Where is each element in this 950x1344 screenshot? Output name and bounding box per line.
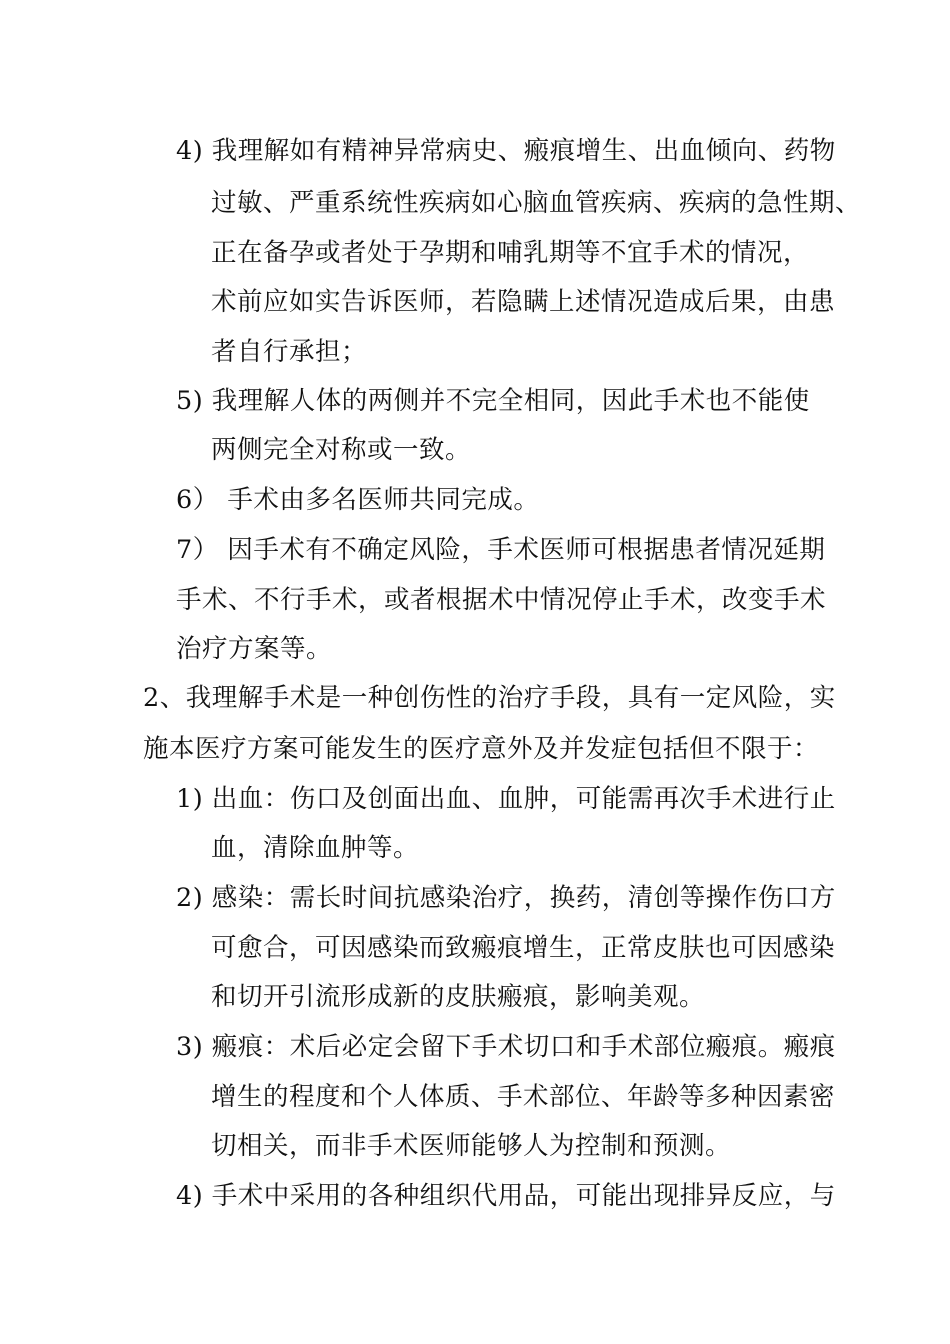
list-item-4-line-2: 过敏、严重系统性疾病如心脑血管疾病、疾病的急性期、 [211,188,862,218]
sub-item-3-line-2: 增生的程度和个人体质、手术部位、年龄等多种因素密 [211,1082,836,1112]
list-item-4-line-1: 4) 我理解如有精神异常病史、瘢痕增生、出血倾向、药物 [176,136,836,166]
list-item-4-line-3: 正在备孕或者处于孕期和哺乳期等不宜手术的情况， [211,238,810,268]
section-2-line-2: 施本医疗方案可能发生的医疗意外及并发症包括但不限于： [143,734,820,764]
list-item-5-line-2: 两侧完全对称或一致。 [211,435,472,465]
sub-item-2-line-3: 和切开引流形成新的皮肤瘢痕，影响美观。 [211,982,706,1012]
sub-item-3-line-3: 切相关，而非手术医师能够人为控制和预测。 [211,1131,732,1161]
list-item-7-line-2: 手术、不行手术，或者根据术中情况停止手术，改变手术 [176,585,827,615]
sub-item-1-line-2: 血，清除血肿等。 [211,833,420,863]
section-2-line-1: 2、我理解手术是一种创伤性的治疗手段，具有一定风险，实 [143,683,836,713]
sub-item-4-line-1: 4) 手术中采用的各种组织代用品，可能出现排异反应，与 [176,1181,836,1211]
sub-item-2-line-1: 2) 感染：需长时间抗感染治疗，换药，清创等操作伤口方 [176,883,836,913]
list-item-7-line-3: 治疗方案等。 [176,634,333,664]
list-item-6: 6） 手术由多名医师共同完成。 [176,485,540,515]
list-item-5-line-1: 5) 我理解人体的两侧并不完全相同，因此手术也不能使 [176,386,810,416]
list-item-4-line-5: 者自行承担； [211,337,368,367]
sub-item-1-line-1: 1) 出血：伤口及创面出血、血肿，可能需再次手术进行止 [176,784,836,814]
list-item-4-line-4: 术前应如实告诉医师，若隐瞒上述情况造成后果，由患 [211,287,836,317]
sub-item-3-line-1: 3) 瘢痕：术后必定会留下手术切口和手术部位瘢痕。瘢痕 [176,1032,836,1062]
list-item-7-line-1: 7） 因手术有不确定风险，手术医师可根据患者情况延期 [176,535,826,565]
sub-item-2-line-2: 可愈合，可因感染而致瘢痕增生，正常皮肤也可因感染 [211,933,836,963]
